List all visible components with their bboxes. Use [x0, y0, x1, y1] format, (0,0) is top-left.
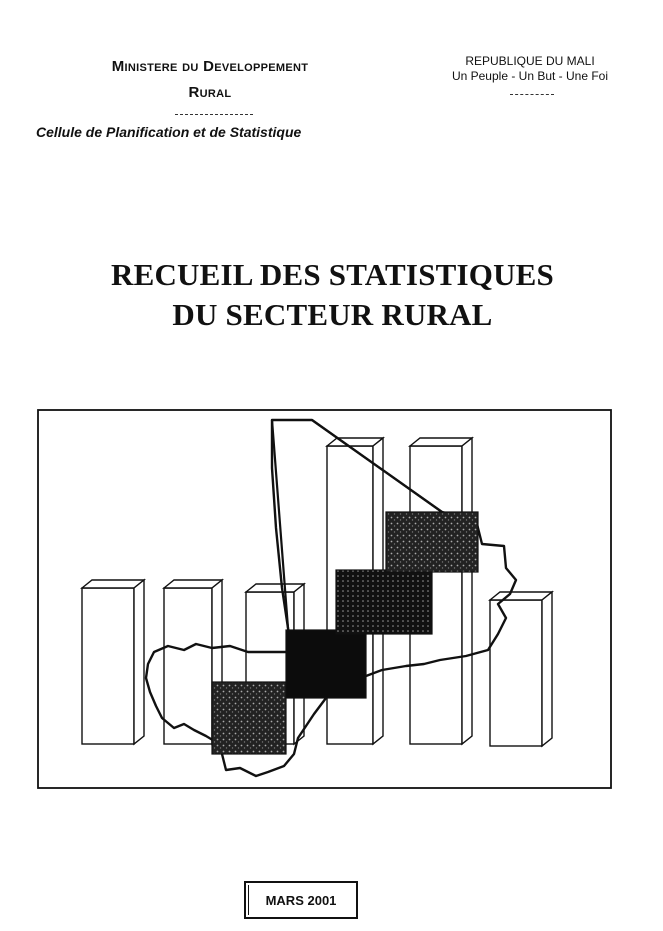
- republic-block: [430, 54, 630, 84]
- cellule-name: Cellule de Planification et de Statistique: [36, 124, 302, 140]
- republic-name: REPUBLIQUE DU MALI: [465, 54, 595, 68]
- republic-separator: [510, 94, 554, 95]
- bar-chart-with-map-of-mali-icon: [36, 408, 616, 792]
- ministry-separator: [175, 114, 253, 115]
- document-title: [40, 255, 625, 335]
- republic-motto: Un Peuple - Un But - Une Foi: [451, 69, 609, 83]
- title-line-1: RECUEIL DES STATISTIQUES: [111, 257, 554, 292]
- ministry-line-1: Ministere du Developpement: [111, 58, 309, 75]
- publication-date-text: MARS 2001: [265, 892, 337, 908]
- publication-date: [244, 881, 358, 919]
- title-line-2: DU SECTEUR RURAL: [172, 297, 493, 332]
- ministry-name: [40, 54, 380, 106]
- ministry-line-2: Rural: [188, 84, 232, 101]
